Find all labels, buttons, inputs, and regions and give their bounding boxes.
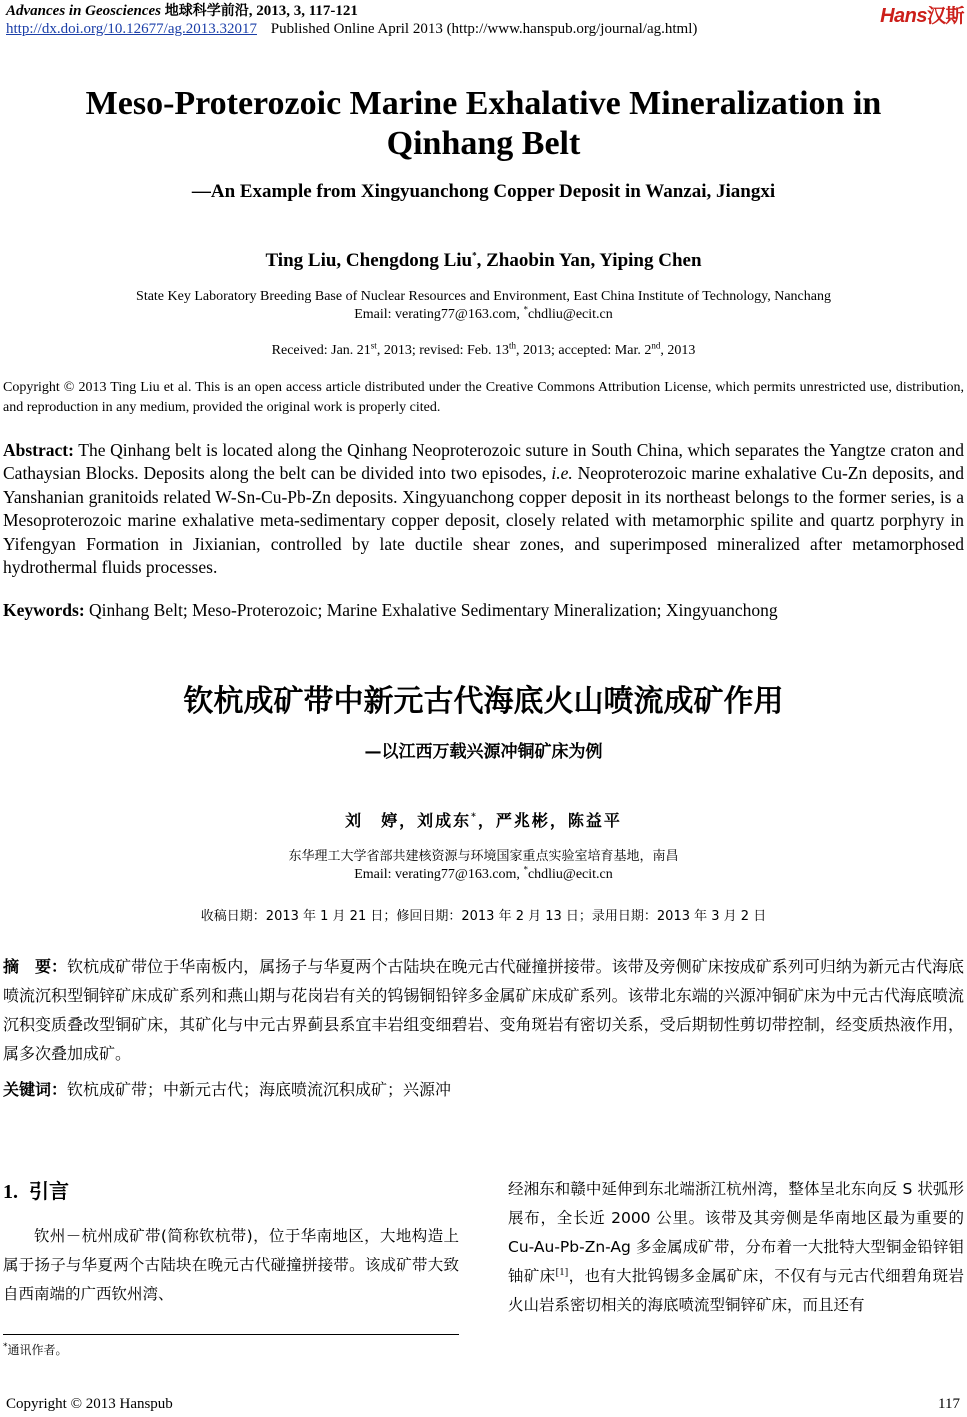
logo-latin: Hans	[880, 5, 927, 27]
accepted-year: , 2013	[660, 343, 696, 358]
published-online: Published Online April 2013 (http://www.hanspub.org/journal/ag.html)	[270, 21, 698, 37]
keywords-zh-label: 关键词：	[3, 1080, 68, 1099]
abstract-label: Abstract:	[3, 440, 74, 460]
subtitle-zh: —以江西万载兴源冲铜矿床为例	[364, 742, 603, 762]
authors-en-part2: , Zhaobin Yan, Yiping Chen	[476, 250, 702, 271]
intro-paragraph-left: 钦州－杭州成矿带(简称钦杭带)，位于华南地区，大地构造上属于扬子与华夏两个古陆块在晚元古代碰撞拼接带。该成矿带大致自西南端的广西钦州湾、	[3, 1227, 459, 1303]
email-second: chdliu@ecit.cn	[527, 307, 613, 322]
subtitle-en: —An Example from Xingyuanchong Copper Deposit in Wanzai, Jiangxi	[191, 181, 776, 202]
keywords-label: Keywords:	[3, 600, 85, 620]
footnote-divider	[3, 1334, 459, 1335]
revised-part: , 2013; revised: Feb. 13	[376, 343, 510, 358]
accepted-part: , 2013; accepted: Mar. 2	[516, 343, 652, 358]
abstract-zh-text: 钦杭成矿带位于华南板内，属扬子与华夏两个古陆块在晚元古代碰撞拼接带。该带及旁侧矿床按成矿系列可归纳为新元古代海底喷流沉积型铜锌矿床成矿系列和燕山期与花岗岩有关的钨锡铜铅锌多金属矿床成矿系列。该带北东端的兴源冲铜矿床为中元古代海底喷流沉积变质叠改型铜矿床，其矿化与中元古界蓟县系宜丰岩组变细碧岩、变角斑岩有密切关系，受后期韧性剪切带控制，经变质热液作用，属多次叠加成矿。	[3, 957, 964, 1063]
title-en: Meso-Proterozoic Marine Exhalative Mineralization in Qinhang Belt	[85, 85, 882, 162]
received-dates-zh: 收稿日期：2013 年 1 月 21 日；修回日期：2013 年 2 月 13 日；录用日期：2013 年 3 月 2 日	[200, 909, 767, 924]
abstract-zh	[3, 952, 964, 1068]
section-number: 1.	[3, 1181, 18, 1203]
abstract-text-2: Neoproterozoic marine exhalative Cu-Zn deposits, and Yanshanian granitoids related W-Sn-Cu-Pb-Zn deposits. Xingyuanchong copper deposit in its northeast belongs to the former series, is a Mesoproterozoic marine exhalative meta-sedimentary copper deposit, closely related with metamorphic spilite and quartz porphyry in Yifengyan Formation in Jixianian, controlled by late ductile shear zones, and superimposed mineralized after metamorphosed hydrothermal fluids processes.	[3, 463, 964, 578]
email-zh-prefix: Email: verating77@163.com,	[354, 867, 524, 882]
affiliation-en-block	[0, 288, 967, 324]
received-part: Received: Jan. 21	[271, 343, 371, 358]
keywords-zh	[3, 1077, 964, 1100]
journal-name-zh: 地球科学前沿	[164, 3, 249, 19]
email-zh-second: chdliu@ecit.cn	[527, 867, 613, 882]
authors-zh-part1: 刘 婷，刘成东	[345, 811, 472, 830]
abstract-en	[3, 439, 964, 579]
copyright-note: Copyright © 2013 Ting Liu et al. This is an open access article distributed under the Creative Commons Attribution License, which permits unrestricted use, distribution, and reproduction in any medium, provided the original work is properly cited.	[3, 380, 964, 415]
title-zh: 钦杭成矿带中新元古代海底火山喷流成矿作用	[183, 684, 784, 719]
volume-pages: , 2013, 3, 117-121	[248, 3, 358, 19]
section-heading-intro	[3, 1175, 459, 1204]
abstract-ie: i.e.	[551, 463, 573, 484]
accepted-sup: nd	[651, 340, 661, 351]
email-en	[0, 306, 967, 324]
page-number: 117	[938, 1396, 960, 1412]
hanspub-logo	[880, 1, 964, 28]
received-sup: st	[370, 340, 377, 351]
affiliation-en: State Key Laboratory Breeding Base of Nuclear Resources and Environment, East China Institute of Technology, Nanchang	[136, 289, 831, 304]
authors-zh	[0, 808, 967, 831]
affiliation-zh-block	[0, 848, 967, 884]
intro-right-text-1: 经湘东和赣中延伸到东北端浙江杭州湾，整体呈北东向反 S 状弧形展布，全长近 2000 公里。该带及其旁侧是华南地区最为重要的 Cu-Au-Pb-Zn-Ag 多金属成矿带，分布着一大批特大型铜金铅锌钼铀矿床	[508, 1180, 964, 1285]
footnote-text: 通讯作者。	[7, 1343, 68, 1357]
received-dates-en	[0, 340, 967, 359]
authors-en-part1: Ting Liu, Chengdong Liu	[265, 250, 473, 271]
doi-link[interactable]: http://dx.doi.org/10.12677/ag.2013.32017	[6, 21, 257, 37]
affiliation-zh: 东华理工大学省部共建核资源与环境国家重点实验室培育基地，南昌	[288, 849, 679, 864]
intro-paragraph-right	[508, 1175, 964, 1320]
keywords-zh-text: 钦杭成矿带；中新元古代；海底喷流沉积成矿；兴源冲	[67, 1080, 452, 1099]
keywords-en	[3, 600, 964, 621]
logo-cn: 汉斯	[926, 6, 964, 27]
corresponding-mark: *	[472, 250, 477, 261]
email-zh-star: *	[523, 864, 528, 875]
authors-en	[0, 250, 967, 272]
journal-name: Advances in Geosciences	[6, 3, 161, 19]
section-title: 引言	[29, 1179, 69, 1203]
footnote-star: *	[3, 1342, 8, 1352]
revised-sup: th	[509, 340, 517, 351]
journal-citation-line	[6, 2, 964, 20]
doi-line	[6, 20, 964, 38]
authors-zh-part2: ，严兆彬，陈益平	[477, 811, 622, 830]
email-prefix: Email: verating77@163.com,	[354, 307, 524, 322]
footer-copyright: Copyright © 2013 Hanspub	[6, 1396, 173, 1412]
journal-header	[6, 2, 964, 38]
authors-zh-star: *	[471, 812, 478, 823]
keywords-text: Qinhang Belt; Meso-Proterozoic; Marine Exhalative Sedimentary Mineralization; Xingyuanchong	[84, 600, 778, 620]
email-star: *	[523, 304, 528, 315]
footnote	[3, 1341, 68, 1358]
email-zh	[0, 866, 967, 884]
intro-right-text-2: ，也有大批钨锡多金属矿床，不仅有与元古代细碧角斑岩火山岩系密切相关的海底喷流型铜锌矿床，而且还有	[508, 1267, 964, 1314]
abstract-text-1: The Qinhang belt is located along the Qinhang Neoproterozoic suture in South China, which separates the Yangtze craton and Cathaysian Blocks. Deposits along the belt can be divided into two episodes,	[3, 440, 964, 484]
citation-1[interactable]: [1]	[555, 1265, 569, 1278]
abstract-zh-label: 摘 要：	[3, 957, 68, 976]
